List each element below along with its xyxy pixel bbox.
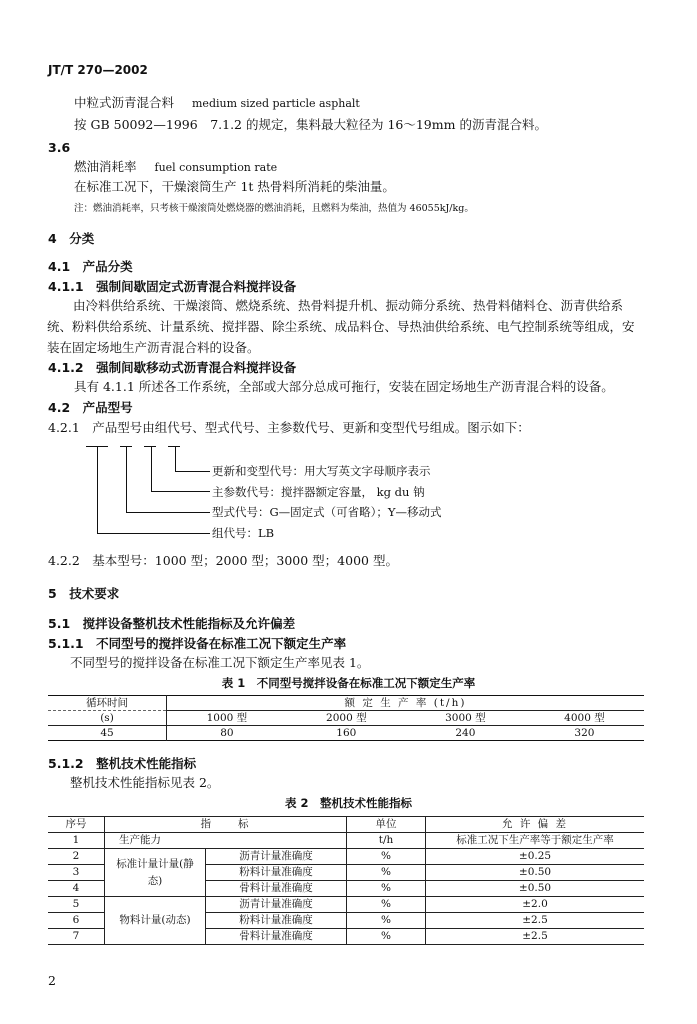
table2-row2-unit: %	[347, 849, 426, 865]
table2	[48, 816, 644, 945]
page-number: 2	[48, 973, 56, 988]
table2-row4-item: 骨料计量准确度	[206, 881, 347, 897]
table1-cycle-time: 45	[48, 726, 167, 741]
table2-row2-no: 2	[48, 849, 105, 865]
section-4-1-2-title: 4.1.2 强制间歇移动式沥青混合料搅拌设备	[48, 360, 297, 375]
term-medium-definition: 按 GB 50092—1996 7.1.2 的规定，集料最大粒径为 16～19mm 的沥青混合料。	[74, 117, 547, 132]
table2-row3-deviation: ±0.50	[426, 865, 645, 881]
table1-caption: 表 1 不同型号搅拌设备在标准工况下额定生产率	[221, 676, 476, 690]
section-4-1-2-text: 具有 4.1.1 所述各工作系统，全部或大部分总成可拖行，安装在固定场地生产沥青混合料的设备。	[74, 379, 614, 394]
table2-row2-item: 沥青计量准确度	[206, 849, 347, 865]
table2-row7-deviation: ±2.5	[426, 929, 645, 945]
section-4-title: 4 分类	[48, 231, 95, 246]
table2-row1-unit: t/h	[347, 833, 426, 849]
table2-row1-deviation: 标准工况下生产率等于额定生产率	[426, 833, 645, 849]
table2-group-dynamic: 物料计量(动态)	[105, 897, 206, 945]
term-medium	[74, 94, 360, 112]
table2-row3-no: 3	[48, 865, 105, 881]
table2-header-no: 序号	[48, 817, 105, 833]
term-fuel-number: 3.6	[48, 140, 71, 155]
table2-row5-unit: %	[347, 897, 426, 913]
term-fuel	[74, 158, 277, 176]
table1-rate-3000: 240	[455, 727, 476, 739]
table2-row3-unit: %	[347, 865, 426, 881]
table1-model-1000: 1000 型	[167, 711, 287, 726]
table2-row6-deviation: ±2.5	[426, 913, 645, 929]
table1-model-4000: 4000 型	[525, 711, 644, 726]
table2-row4-deviation: ±0.50	[426, 881, 645, 897]
table2-row7-unit: %	[347, 929, 426, 945]
table2-row7-no: 7	[48, 929, 105, 945]
term-fuel-note: 注：燃油消耗率，只考核干燥滚筒处燃烧器的燃油消耗，且燃料为柴油，热值为 46055kJ/kg。	[74, 203, 474, 214]
section-4-2-1-text: 4.2.1 产品型号由组代号、型式代号、主参数代号、更新和变型代号组成。图示如下：	[48, 420, 530, 435]
term-fuel-title: 燃油消耗率	[74, 159, 137, 174]
table2-row1-no: 1	[48, 833, 105, 849]
table2-row5-deviation: ±2.0	[426, 897, 645, 913]
section-4-1-1-text: 由冷料供给系统、干燥滚筒、燃烧系统、热骨料提升机、振动筛分系统、热骨料储料仓、沥青供给系统、粉料供给系统、计量系统、搅拌器、除尘系统、成品料仓、导热油供给系统、电气控制系统等组成，安装在固定场地生产沥青混合料的设备。	[47, 298, 635, 355]
section-5-1-1-title: 5.1.1 不同型号的搅拌设备在标准工况下额定生产率	[48, 636, 347, 651]
table2-header-deviation: 允 许 偏 差	[426, 817, 645, 833]
diagram-label-main-param: 主参数代号：搅拌器额定容量， kg du 钠	[212, 485, 425, 499]
table2-header-unit: 单位	[347, 817, 426, 833]
table2-row2-deviation: ±0.25	[426, 849, 645, 865]
section-5-title: 5 技术要求	[48, 586, 120, 601]
table1-model-2000: 2000 型	[287, 711, 406, 726]
table1-rate-2000: 160	[336, 727, 357, 739]
section-4-2-2-text: 4.2.2 基本型号：1000 型；2000 型；3000 型；4000 型。	[48, 553, 398, 568]
table2-row6-unit: %	[347, 913, 426, 929]
table1-group-header: 额 定 生 产 率 (t/h)	[167, 696, 645, 711]
table2-group-static: 标准计量计量(静态)	[105, 849, 206, 897]
table1-col0-header2: (s)	[48, 711, 167, 726]
table2-row4-no: 4	[48, 881, 105, 897]
section-5-1-title: 5.1 搅拌设备整机技术性能指标及允许偏差	[48, 616, 296, 631]
diagram-box-4	[168, 446, 180, 447]
term-medium-english: medium sized particle asphalt	[192, 97, 360, 110]
table1-model-3000: 3000 型	[406, 711, 525, 726]
table2-header-item: 指 标	[105, 817, 347, 833]
diagram-label-update: 更新和变型代号：用大写英文字母顺序表示	[212, 464, 431, 478]
table1-rate-1000: 80	[220, 727, 234, 739]
term-fuel-english: fuel consumption rate	[154, 161, 278, 174]
section-4-1-1-title: 4.1.1 强制间歇固定式沥青混合料搅拌设备	[48, 279, 297, 294]
section-5-1-2-text: 整机技术性能指标见表 2。	[70, 775, 220, 790]
section-4-1-title: 4.1 产品分类	[48, 259, 133, 274]
table1-rate-4000: 320	[574, 727, 595, 739]
diagram-label-group: 组代号：LB	[212, 526, 275, 540]
table1	[48, 695, 644, 741]
standard-number: JT/T 270—2002	[48, 63, 148, 77]
term-fuel-definition: 在标准工况下，干燥滚筒生产 1t 热骨料所消耗的柴油量。	[74, 179, 395, 194]
term-medium-title: 中粒式沥青混合料	[74, 95, 175, 110]
table2-row6-item: 粉料计量准确度	[206, 913, 347, 929]
section-5-1-1-text: 不同型号的搅拌设备在标准工况下额定生产率见表 1。	[70, 655, 370, 670]
table2-row5-item: 沥青计量准确度	[206, 897, 347, 913]
section-5-1-2-title: 5.1.2 整机技术性能指标	[48, 756, 197, 771]
table2-row4-unit: %	[347, 881, 426, 897]
table2-row6-no: 6	[48, 913, 105, 929]
table2-row3-item: 粉料计量准确度	[206, 865, 347, 881]
table2-row1-item: 生产能力	[105, 833, 347, 849]
table2-row5-no: 5	[48, 897, 105, 913]
table2-row7-item: 骨料计量准确度	[206, 929, 347, 945]
diagram-box-3	[144, 446, 156, 447]
section-4-2-title: 4.2 产品型号	[48, 400, 133, 415]
table2-caption: 表 2 整机技术性能指标	[284, 796, 412, 810]
table1-col0-header1: 循环时间	[48, 696, 167, 711]
diagram-label-type: 型式代号：G—固定式（可省略）；Y—移动式	[212, 505, 442, 519]
